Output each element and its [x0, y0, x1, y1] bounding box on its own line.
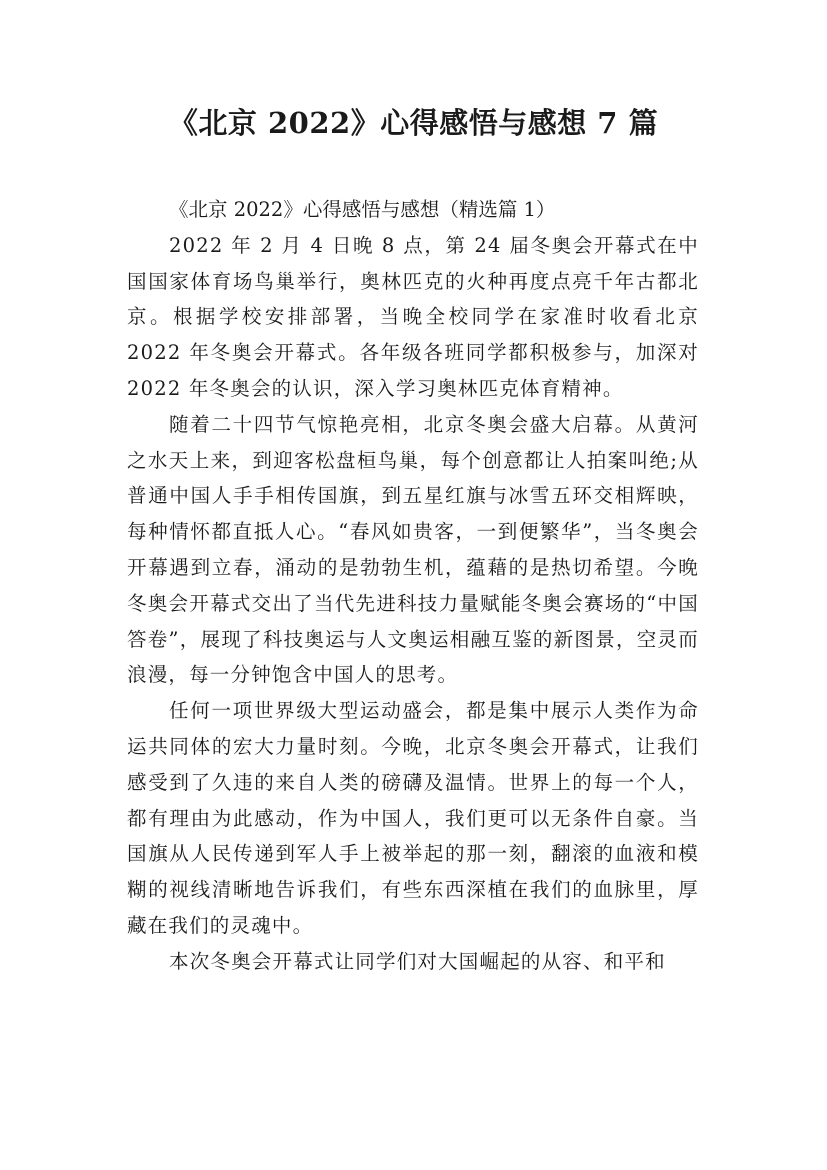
paragraph: 任何一项世界级大型运动盛会，都是集中展示人类作为命运共同体的宏大力量时刻。今晚，北京冬奥会开幕式，让我们感受到了久违的来自人类的磅礴及温情。世界上的每一个人，都有理由为此感动，作为中国人，我们更可以无条件自豪。当国旗从人民传递到军人手上被举起的那一刻，翻滚的血液和模糊的视线清晰地告诉我们，有些东西深植在我们的血脉里，厚藏在我们的灵魂中。 — [127, 699, 699, 937]
paragraph: 本次冬奥会开幕式让同学们对大国崛起的从容、和平和 — [169, 949, 666, 973]
paragraph: 2022 年 2 月 4 日晚 8 点，第 24 届冬奥会开幕式在中国国家体育场鸟巢举行，奥林匹克的火种再度点亮千年古都北京。根据学校安排部署，当晚全校同学在家准时收看北京 2022 年冬奥会开幕式。各年级各班同学都积极参与，加深对 2022 年冬奥会的认识，深入学习奥林匹克体育精神。 — [127, 233, 699, 400]
document-body — [127, 192, 699, 980]
document-title: 《北京 2022》心得感悟与感想 7 篇 — [168, 106, 659, 140]
paragraph: 随着二十四节气惊艳亮相，北京冬奥会盛大启幕。从黄河之水天上来，到迎客松盘桓鸟巢，每个创意都让人拍案叫绝;从普通中国人手手相传国旗，到五星红旗与冰雪五环交相辉映，每种情怀都直抵人心。“春风如贵客，一到便繁华”，当冬奥会开幕遇到立春，涌动的是勃勃生机，蕴藉的是热切希望。今晚冬奥会开幕式交出了当代先进科技力量赋能冬奥会赛场的“中国答卷”，展现了科技奥运与人文奥运相融互鉴的新图景，空灵而浪漫，每一分钟饱含中国人的思考。 — [127, 412, 699, 687]
section-subtitle: 《北京 2022》心得感悟与感想（精选篇 1） — [169, 198, 556, 221]
